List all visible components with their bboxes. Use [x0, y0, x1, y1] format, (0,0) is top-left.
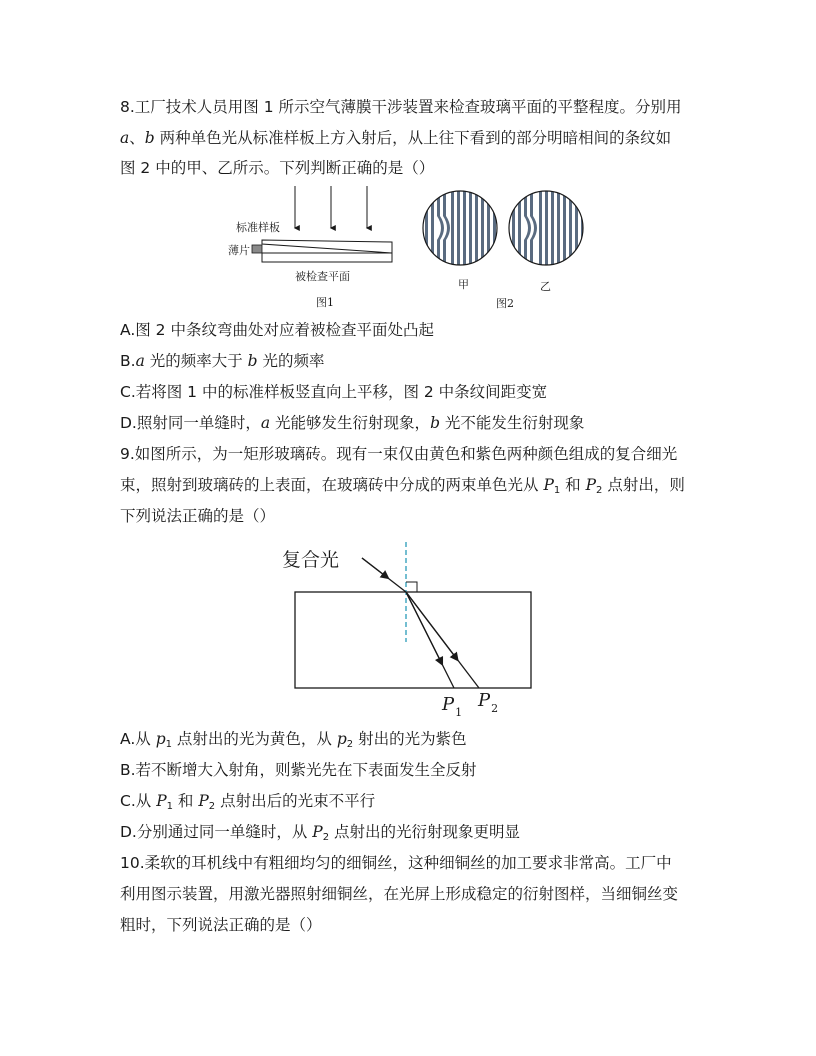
fringe-pattern-yi — [509, 186, 584, 276]
q9-option-b: B.若不断增大入射角，则紫光先在下表面发生全反射 — [120, 761, 477, 779]
q9-option-a: A.从 $p_1$ 点射出的光为黄色，从 $p_2$ 射出的光为紫色 — [120, 730, 467, 750]
q10-line-1: 10.柔软的耳机线中有粗细均匀的细铜丝，这种细铜丝的加工要求非常高。工厂中 — [120, 854, 672, 872]
q9-figure-glass-brick — [270, 538, 540, 720]
q8-option-d: D.照射同一单缝时，a 光能够发生衍射现象，b 光不能发生衍射现象 — [120, 414, 585, 432]
caption-fig2: 图2 — [496, 297, 514, 310]
label-shim: 薄片 — [228, 244, 250, 257]
q8-figure-1 — [228, 182, 403, 312]
q9-line-3: 下列说法正确的是（） — [120, 507, 276, 525]
fringe-pattern-jia — [423, 186, 497, 276]
label-composite-light: 复合光 — [282, 549, 340, 571]
q9-option-c: C.从 $P_1$ 和 $P_2$ 点射出后的光束不平行 — [120, 792, 376, 812]
q9-line-1: 9.如图所示，为一矩形玻璃砖。现有一束仅由黄色和紫色两种颜色组成的复合细光 — [120, 445, 678, 463]
q9-option-d: D.分别通过同一单缝时，从 $P_2$ 点射出的光衍射现象更明显 — [120, 823, 521, 843]
label-yi: 乙 — [540, 280, 551, 293]
q8-figure-2 — [420, 186, 595, 311]
label-standard-plate: 标准样板 — [236, 221, 280, 234]
q10-line-2: 利用图示装置，用激光器照射细铜丝，在光屏上形成稳定的衍射图样，当细铜丝变 — [120, 885, 679, 903]
q8-line-3: 图 2 中的甲、乙所示。下列判断正确的是（） — [120, 159, 435, 177]
q8-line-2: a、b 两种单色光从标准样板上方入射后，从上往下看到的部分明暗相间的条纹如 — [120, 129, 672, 147]
label-inspected-surface: 被检查平面 — [295, 270, 350, 283]
caption-fig1: 图1 — [316, 296, 334, 309]
label-p1: $P_1$ — [442, 694, 463, 719]
q10-line-3: 粗时，下列说法正确的是（） — [120, 916, 322, 934]
q8-option-b: B.a 光的频率大于 b 光的频率 — [120, 352, 325, 370]
q8-option-c: C.若将图 1 中的标准样板竖直向上平移，图 2 中条纹间距变宽 — [120, 383, 548, 401]
q9-line-2: 束，照射到玻璃砖的上表面，在玻璃砖中分成的两束单色光从 $P_1$ 和 $P_2$ 点射出，则 — [120, 476, 685, 496]
q8-line-1: 8.工厂技术人员用图 1 所示空气薄膜干涉装置来检查玻璃平面的平整程度。分别用 — [120, 98, 682, 116]
shim-block — [252, 245, 262, 253]
label-p2: $P_2$ — [478, 690, 499, 715]
label-jia: 甲 — [458, 278, 469, 291]
q8-option-a: A.图 2 中条纹弯曲处对应着被检查平面处凸起 — [120, 321, 434, 339]
